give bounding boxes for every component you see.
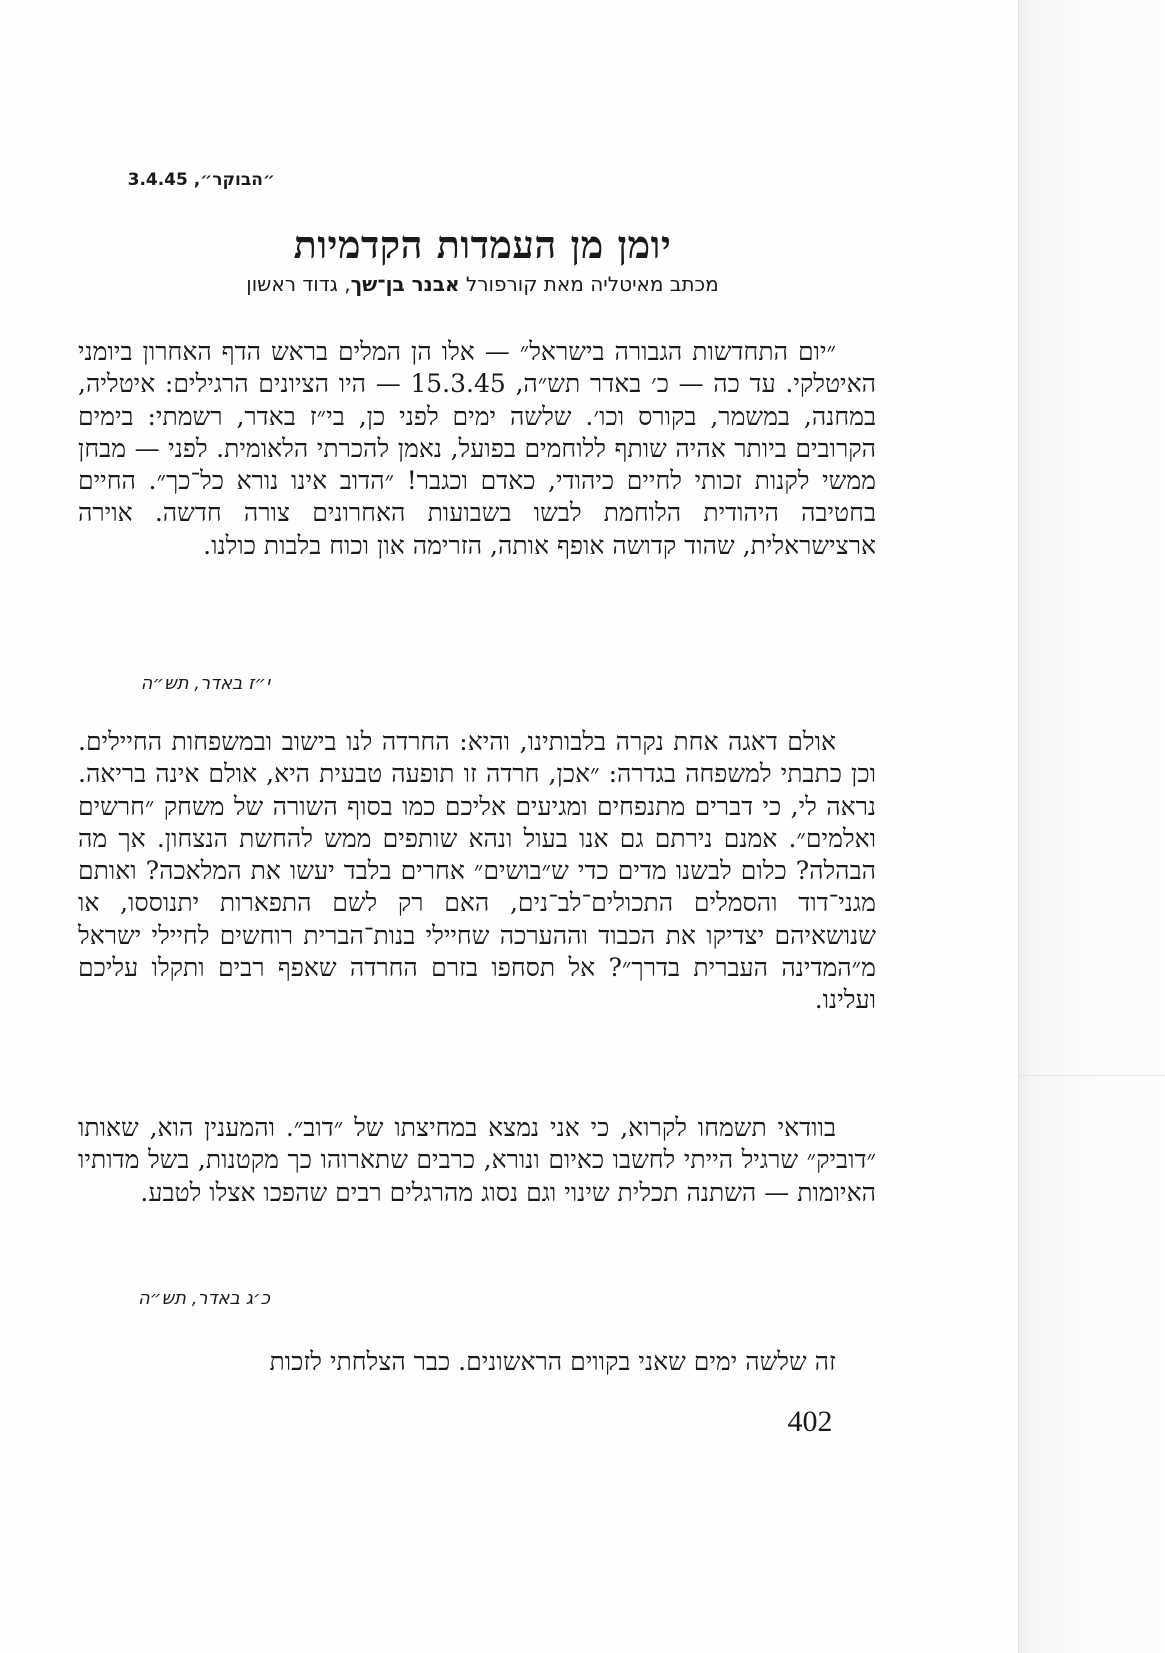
subtitle-prefix: מכתב מאיטליה מאת קורפורל [459,272,719,296]
paragraph-4 [78,1346,876,1378]
paragraph-4-text: זה שלשה ימים שאני בקווים הראשונים. כבר הצלחתי לזכות [269,1347,836,1376]
article-title: יומן מן העמדות הקדמיות [293,222,672,267]
paragraph-3 [78,1112,876,1209]
binding-gutter [1018,0,1165,1653]
subtitle-suffix: , גדוד ראשון [246,272,351,296]
paragraph-2 [78,726,876,1017]
paragraph-1 [78,336,876,562]
source-line: ״הבוקר״, 3.4.45 [127,170,275,190]
paragraph-2-text: אולם דאגה אחת נקרה בלבותינו, והיא: החרדה לנו בישוב ובמשפחות החיילים. וכן כתבתי למשפחה בגדרה: ״אכן, חרדה זו תופעה טבעית היא, אולם אינה בריאה. נראה לי, כי דברים מתנפחים ומגיעים אליכם כמו בסוף השורה של משחק ״חרשים ואלמים״. אמנם נירתם גם אנו בעול ונהא שותפים ממש להחשת הנצחון. אך מה הבהלה? כלום לבשנו מדים כדי ש״בושים״ אחרים בלבד יעשו את המלאכה? ואותם מגני־דוד והסמלים התכולים־לב־נים, האם רק לשם התפארות יתנוססו, או שנושאיהם יצדיקו את הכבוד וההערכה שחיילי בנות־הברית רוחשים לחיילי ישראל מ״המדינה העברית בדרך״? אל תסחפו בזרם החרדה שאפף רבים ותקלו עליכם ועלינו. [78,727,876,1015]
page-number: 402 [787,1405,833,1438]
article-subtitle [90,272,875,296]
paragraph-3-text: בוודאי תשמחו לקרוא, כי אני נמצא במחיצתו של ״דוב״. והמענין הוא, שאותו ״דוביק״ שרגיל הייתי לחשבו כאיום ונורא, כרבים שתארוהו כך מקטנות, בשל מדותיו האיומות — השתנה תכלית שינוי וגם נסוג מהרגלים רבים שהפכו אצלו לטבע. [78,1113,876,1207]
date-heading-1: י״ז באדר, תש״ה [140,673,270,694]
paragraph-1-text: ״יום התחדשות הגבורה בישראל״ — אלו הן המלים בראש הדף האחרון ביומני האיטלקי. עד כה — כ׳ באדר תש״ה, 15.3.45 — היו הציונים הרגילים: איטליה, במחנה, במשמר, בקורס וכו׳. שלשה ימים לפני כן, בי״ז באדר, רשמתי: בימים הקרובים ביותר אהיה שותף ללוחמים בפועל, נאמן להכרתי הלאומית. לפני — מבחן ממשי לקנות זכותי לחיים כיהודי, כאדם וכגבר! ״הדוב אינו נורא כל־כך״. החיים בחטיבה היהודית הלוחמת לבשו בשבועות האחרונים צורה חדשה. אוירה ארצישראלית, שהוד קדושה אופף אותה, הזרימה און וכוח בלבות כולנו. [78,337,876,560]
date-heading-2: כ׳ג באדר, תש״ה [138,1288,270,1309]
author-name: אבנר בן־שך [350,272,460,296]
gutter-line [1018,1075,1165,1076]
